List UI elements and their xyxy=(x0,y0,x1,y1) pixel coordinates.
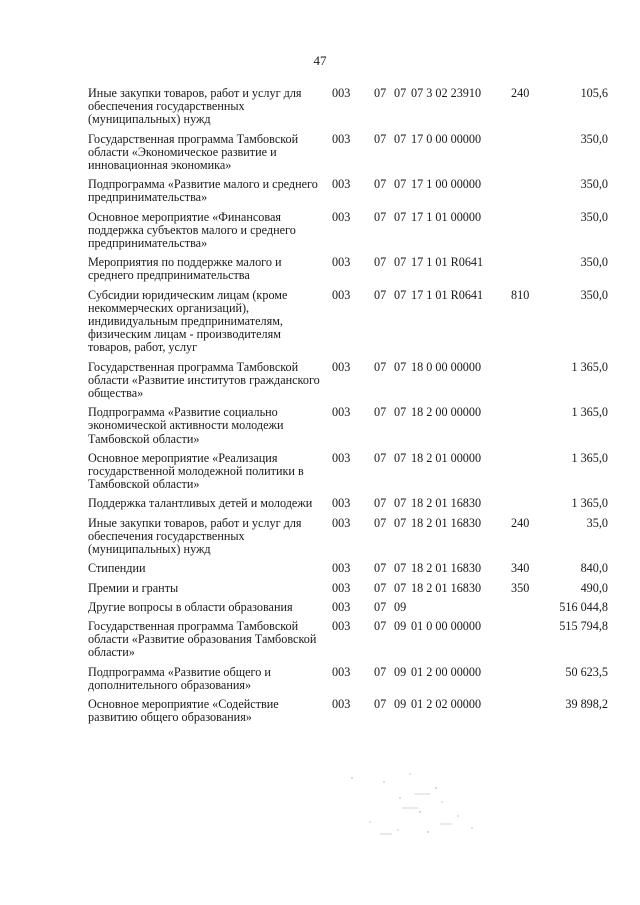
row-name: Поддержка талантливых детей и молодежи xyxy=(88,496,313,511)
row-name: Основное мероприятие «Содействие развитию общего образования» xyxy=(88,696,279,725)
row-csr: 18 0 00 00000 xyxy=(411,359,482,374)
row-pr: 07 xyxy=(394,405,407,420)
row-sum: 350,0 xyxy=(580,209,608,224)
row-ved: 003 xyxy=(332,599,351,614)
row-rz: 07 xyxy=(374,515,387,530)
table-row xyxy=(88,406,608,446)
row-pr: 09 xyxy=(394,696,407,711)
row-csr: 01 2 00 00000 xyxy=(411,664,482,679)
row-name: Государственная программа Тамбовской области «Развитие институтов гражданского общества» xyxy=(88,359,320,401)
row-rz: 07 xyxy=(374,359,387,374)
row-vr: 340 xyxy=(511,561,530,576)
row-rz: 07 xyxy=(374,496,387,511)
row-ved: 003 xyxy=(332,86,351,100)
row-csr: 07 3 02 23910 xyxy=(411,86,482,100)
row-rz: 07 xyxy=(374,580,387,595)
row-rz: 07 xyxy=(374,405,387,420)
row-rz: 07 xyxy=(374,450,387,465)
row-sum: 105,6 xyxy=(580,86,608,100)
row-csr: 17 1 01 00000 xyxy=(411,209,482,224)
row-ved: 003 xyxy=(332,405,351,420)
table-row xyxy=(88,289,608,355)
row-vr: 350 xyxy=(511,580,530,595)
row-name: Другие вопросы в области образования xyxy=(88,599,293,614)
row-sum: 39 898,2 xyxy=(565,696,608,711)
table-row xyxy=(88,452,608,492)
row-rz: 07 xyxy=(374,131,387,146)
row-rz: 07 xyxy=(374,177,387,192)
row-rz: 07 xyxy=(374,618,387,633)
row-rz: 07 xyxy=(374,86,387,100)
table-row xyxy=(88,361,608,401)
row-ved: 003 xyxy=(332,450,351,465)
row-sum: 350,0 xyxy=(580,255,608,270)
row-ved: 003 xyxy=(332,664,351,679)
row-sum: 490,0 xyxy=(580,580,608,595)
row-name: Премии и гранты xyxy=(88,580,179,595)
table-row xyxy=(88,698,608,724)
row-name: Основное мероприятие «Реализация государственной молодежной политики в Тамбовской области» xyxy=(88,450,304,492)
table-row xyxy=(88,601,608,614)
row-name: Подпрограмма «Развитие социально экономической активности молодежи Тамбовской области» xyxy=(88,405,284,446)
row-csr: 18 2 01 16830 xyxy=(411,515,482,530)
row-name: Подпрограмма «Развитие общего и дополнительного образования» xyxy=(88,664,271,692)
row-vr: 240 xyxy=(511,86,530,100)
row-ved: 003 xyxy=(332,696,351,711)
row-pr: 07 xyxy=(394,131,407,146)
table-row xyxy=(88,256,608,282)
row-vr: 240 xyxy=(511,515,530,530)
row-name: Государственная программа Тамбовской области «Развитие образования Тамбовской области» xyxy=(88,618,317,660)
row-pr: 07 xyxy=(394,177,407,192)
row-pr: 07 xyxy=(394,450,407,465)
row-sum: 350,0 xyxy=(580,131,608,146)
row-name: Иные закупки товаров, работ и услуг для обеспечения государственных (муниципальных) нужд xyxy=(88,515,302,557)
row-pr: 09 xyxy=(394,664,407,679)
row-pr: 07 xyxy=(394,580,407,595)
row-sum: 350,0 xyxy=(580,287,608,302)
row-csr: 17 1 00 00000 xyxy=(411,177,482,192)
row-rz: 07 xyxy=(374,599,387,614)
row-sum: 515 794,8 xyxy=(559,618,608,633)
row-rz: 07 xyxy=(374,287,387,302)
row-ved: 003 xyxy=(332,131,351,146)
row-sum: 516 044,8 xyxy=(559,599,608,614)
table-row xyxy=(88,517,608,557)
row-name: Подпрограмма «Развитие малого и среднего предпринимательства» xyxy=(88,177,318,205)
table-row xyxy=(88,620,608,660)
row-csr: 18 2 01 16830 xyxy=(411,561,482,576)
row-pr: 07 xyxy=(394,561,407,576)
table-row xyxy=(88,666,608,692)
row-csr: 17 0 00 00000 xyxy=(411,131,482,146)
row-ved: 003 xyxy=(332,255,351,270)
row-pr: 09 xyxy=(394,618,407,633)
row-name: Основное мероприятие «Финансовая поддержка субъектов малого и среднего предпринимательства» xyxy=(88,209,296,251)
row-pr: 07 xyxy=(394,287,407,302)
row-vr: 810 xyxy=(511,287,530,302)
row-ved: 003 xyxy=(332,580,351,595)
row-name: Стипендии xyxy=(88,561,146,576)
row-pr: 07 xyxy=(394,255,407,270)
scan-noise-marks xyxy=(340,770,490,840)
row-ved: 003 xyxy=(332,561,351,576)
row-sum: 350,0 xyxy=(580,177,608,192)
row-pr: 07 xyxy=(394,86,407,100)
row-csr: 17 1 01 R0641 xyxy=(411,255,484,270)
table-row xyxy=(88,582,608,595)
row-ved: 003 xyxy=(332,496,351,511)
row-ved: 003 xyxy=(332,287,351,302)
row-rz: 07 xyxy=(374,664,387,679)
row-name: Мероприятия по поддержке малого и среднего предпринимательства xyxy=(88,255,282,283)
table-row xyxy=(88,562,608,575)
budget-table xyxy=(88,87,608,730)
row-csr: 18 2 01 16830 xyxy=(411,580,482,595)
page-number: 47 xyxy=(313,53,327,68)
row-name: Иные закупки товаров, работ и услуг для обеспечения государственных (муниципальных) нужд xyxy=(88,86,302,127)
row-rz: 07 xyxy=(374,209,387,224)
row-pr: 07 xyxy=(394,496,407,511)
row-csr: 01 2 02 00000 xyxy=(411,696,482,711)
table-row xyxy=(88,497,608,510)
row-ved: 003 xyxy=(332,618,351,633)
row-sum: 840,0 xyxy=(580,561,608,576)
row-rz: 07 xyxy=(374,696,387,711)
table-row xyxy=(88,133,608,173)
row-ved: 003 xyxy=(332,209,351,224)
row-pr: 07 xyxy=(394,359,407,374)
row-ved: 003 xyxy=(332,515,351,530)
row-ved: 003 xyxy=(332,177,351,192)
table-row xyxy=(88,178,608,204)
row-sum: 1 365,0 xyxy=(571,496,608,511)
row-csr: 18 2 01 16830 xyxy=(411,496,482,511)
table-row xyxy=(88,211,608,251)
row-csr: 18 2 01 00000 xyxy=(411,450,482,465)
row-csr: 17 1 01 R0641 xyxy=(411,287,484,302)
row-sum: 1 365,0 xyxy=(571,405,608,420)
row-pr: 07 xyxy=(394,209,407,224)
row-pr: 07 xyxy=(394,515,407,530)
row-sum: 50 623,5 xyxy=(565,664,608,679)
row-name: Государственная программа Тамбовской области «Экономическое развитие и инновационная экономика» xyxy=(88,131,299,173)
row-pr: 09 xyxy=(394,599,407,614)
row-rz: 07 xyxy=(374,561,387,576)
row-sum: 1 365,0 xyxy=(571,359,608,374)
row-sum: 35,0 xyxy=(586,515,608,530)
row-name: Субсидии юридическим лицам (кроме некоммерческих организаций), индивидуальным предпринимателям, физическим лицам - производителям товаров, работ, услуг xyxy=(88,287,288,355)
row-csr: 18 2 00 00000 xyxy=(411,405,482,420)
table-row xyxy=(88,87,608,127)
row-csr: 01 0 00 00000 xyxy=(411,618,482,633)
row-ved: 003 xyxy=(332,359,351,374)
row-rz: 07 xyxy=(374,255,387,270)
row-sum: 1 365,0 xyxy=(571,450,608,465)
